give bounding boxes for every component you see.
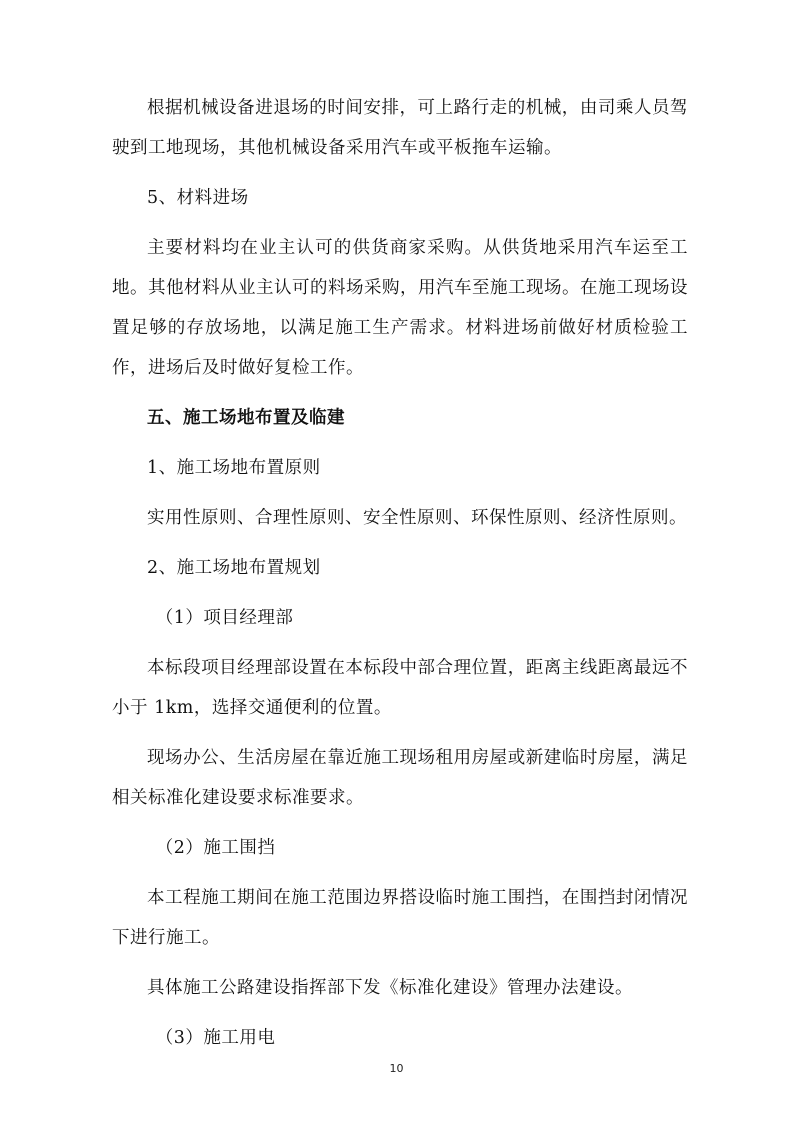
paragraph-project-office-location: 本标段项目经理部设置在本标段中部合理位置，距离主线距离最远不小于 1km，选择交通便利的位置。 xyxy=(112,658,688,718)
paragraph-material-procurement: 主要材料均在业主认可的供货商家采购。从供货地采用汽车运至工地。其他材料从业主认可的料场采购，用汽车至施工现场。在施工现场设置足够的存放场地，以满足施工生产需求。材料进场前做好材质检验工作，进场后及时做好复检工作。 xyxy=(112,238,688,378)
item-heading-project-office: （1）项目经理部 xyxy=(155,608,294,628)
subheading-layout-principles: 1、施工场地布置原则 xyxy=(147,458,321,478)
section-heading-site-layout: 五、施工场地布置及临建 xyxy=(147,408,345,428)
paragraph-principles: 实用性原则、合理性原则、安全性原则、环保性原则、经济性原则。 xyxy=(147,508,687,528)
item-heading-power-supply: （3）施工用电 xyxy=(155,1028,276,1048)
page-number: 10 xyxy=(389,1062,404,1075)
item-heading-enclosure: （2）施工围挡 xyxy=(155,838,276,858)
paragraph-machinery-transport: 根据机械设备进退场的时间安排，可上路行走的机械，由司乘人员驾驶到工地现场，其他机械设备采用汽车或平板拖车运输。 xyxy=(112,98,688,158)
document-body xyxy=(112,88,688,1068)
paragraph-standardization: 具体施工公路建设指挥部下发《标准化建设》管理办法建设。 xyxy=(147,978,633,998)
subheading-material-entry: 5、材料进场 xyxy=(147,188,249,208)
paragraph-enclosure: 本工程施工期间在施工范围边界搭设临时施工围挡，在围挡封闭情况下进行施工。 xyxy=(112,888,688,948)
subheading-layout-planning: 2、施工场地布置规划 xyxy=(147,558,321,578)
paragraph-office-housing: 现场办公、生活房屋在靠近施工现场租用房屋或新建临时房屋，满足相关标准化建设要求标准要求。 xyxy=(112,748,688,808)
